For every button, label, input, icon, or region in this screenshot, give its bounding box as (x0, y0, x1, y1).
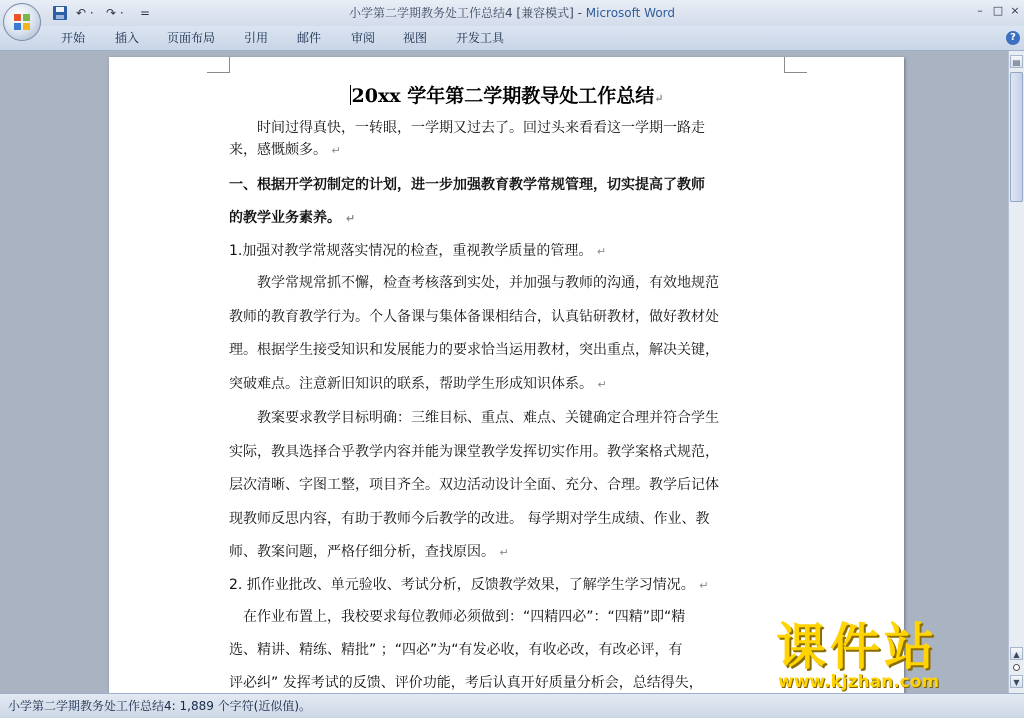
tab-review[interactable]: 审阅 (351, 31, 376, 45)
maximize-button[interactable]: □ (992, 4, 1004, 17)
paragraph-line (229, 536, 784, 570)
paragraph-line: 教学常规常抓不懈，检查考核落到实处，并加强与教师的沟通，有效地规范 (229, 275, 719, 291)
close-button[interactable]: × (1010, 4, 1020, 17)
paragraph-line-text: 的教学业务素养。 (229, 210, 341, 226)
scroll-thumb[interactable] (1010, 72, 1023, 202)
document-paragraph[interactable] (229, 169, 784, 235)
save-icon[interactable] (52, 4, 68, 22)
window-title (0, 4, 1024, 22)
tab-mailings[interactable]: 邮件 (297, 31, 322, 45)
office-logo-icon (13, 13, 31, 31)
document-paragraph[interactable] (229, 601, 784, 693)
paragraph-line-text: 2. 抓作业批改、单元验收、考试分析，反馈教学效果，了解学生学习情况。 (229, 577, 695, 593)
status-word-count[interactable]: 小学第二学期教务处工作总结4: 1,889 个字符(近似值)。 (8, 699, 312, 713)
margin-mark-top-right (784, 57, 807, 73)
tab-home[interactable]: 开始 (61, 31, 86, 45)
document-paragraph[interactable] (229, 235, 784, 268)
paragraph-line: 一、根据开学初制定的计划，进一步加强教育教学常规管理，切实提高了教师 (229, 177, 705, 193)
paragraph-line: 时间过得真快，一转眼，一学期又过去了。回过头来看看这一学期一路走 (229, 120, 705, 136)
customize-quick-access-button[interactable]: = (140, 6, 151, 20)
paragraph-mark: ↵ (345, 212, 356, 225)
tab-references[interactable]: 引用 (244, 31, 269, 45)
minimize-button[interactable]: – (977, 4, 983, 17)
paragraph-line-text: 1.加强对教学常规落实情况的检查，重视教学质量的管理。 (229, 243, 593, 259)
paragraph-line (229, 202, 784, 235)
document-page[interactable] (109, 57, 904, 693)
paragraph-line-text: 来，感慨颇多。 (229, 142, 327, 158)
vertical-scrollbar[interactable] (1008, 51, 1024, 693)
tab-page-layout[interactable]: 页面布局 (167, 31, 216, 45)
tab-developer[interactable]: 开发工具 (456, 31, 505, 45)
margin-mark-top-left (207, 57, 230, 73)
document-paragraph[interactable] (229, 117, 784, 162)
select-browse-object-icon[interactable] (1013, 664, 1020, 671)
ruler-toggle-icon[interactable]: ▤ (1010, 55, 1023, 68)
paragraph-line (229, 139, 784, 162)
paragraph-mark: ↵ (654, 92, 664, 105)
title-bar (0, 0, 1024, 26)
document-area (0, 51, 1008, 693)
paragraph-line: 选、精讲、精练、精批” ；“四必”为“有发必收，有收必改，有改必评，有 (229, 642, 683, 658)
paragraph-line: 理。根据学生接受知识和发展能力的要求恰当运用教材，突出重点，解决关键， (229, 342, 719, 358)
redo-button[interactable]: ↷ · (106, 6, 124, 20)
site-watermark (772, 618, 1004, 694)
paragraph-line (229, 368, 784, 402)
document-paragraph[interactable] (229, 267, 784, 401)
tab-view[interactable]: 视图 (403, 31, 428, 45)
paragraph-line: 评必纠” 发挥考试的反馈、评价功能，考后认真开好质量分析会，总结得失， (229, 675, 703, 691)
office-button[interactable] (3, 3, 41, 41)
paragraph-mark: ↵ (699, 579, 709, 592)
paragraph-line: 教师的教育教学行为。个人备课与集体备课相结合，认真钻研教材，做好教材处 (229, 308, 719, 325)
next-page-button[interactable]: ▼ (1010, 675, 1023, 688)
paragraph-line: 层次清晰、字图工整，项目齐全。双边活动设计全面、充分、合理。教学后记体 (229, 477, 719, 493)
window-title-app: Microsoft Word (585, 6, 676, 20)
paragraph-line (229, 235, 784, 268)
watermark-url: www.kjzhan.com (778, 672, 940, 692)
paragraph-line-text: 师、教案问题，严格仔细分析，查找原因。 (229, 544, 495, 560)
text-cursor (350, 85, 351, 105)
paragraph-line: 在作业布置上，我校要求每位教师必须做到：“四精四必”：“四精”即“精 (229, 609, 686, 625)
undo-button[interactable]: ↶ · (76, 6, 94, 20)
help-icon[interactable]: ? (1006, 31, 1020, 45)
paragraph-line: 实际，教具选择合乎教学内容并能为课堂教学发挥切实作用。教学案格式规范， (229, 443, 719, 460)
window-title-doc: 小学第二学期教务处工作总结4 [兼容模式] - (348, 6, 586, 20)
paragraph-line: 教案要求教学目标明确：三维目标、重点、难点、关键确定合理并符合学生 (229, 410, 719, 426)
document-title[interactable] (229, 83, 784, 112)
paragraph-line: 现教师反思内容，有助于教师今后教学的改进。 每学期对学生成绩、作业、教 (229, 510, 710, 527)
watermark-logo-text: 课件站 (776, 618, 938, 676)
paragraph-line-text: 突破难点。注意新旧知识的联系，帮助学生形成知识体系。 (229, 375, 593, 392)
tab-insert[interactable]: 插入 (115, 31, 140, 45)
document-title-text: 20xx 学年第二学期教导处工作总结 (351, 85, 655, 107)
paragraph-line (229, 569, 784, 602)
paragraph-mark: ↵ (596, 245, 607, 258)
status-bar (0, 693, 1024, 718)
document-paragraph[interactable] (229, 402, 784, 570)
paragraph-mark: ↵ (331, 144, 341, 157)
paragraph-mark: ↵ (597, 377, 607, 391)
document-paragraph[interactable] (229, 569, 784, 602)
ribbon-tab-bar (0, 26, 1024, 51)
paragraph-mark: ↵ (499, 546, 509, 559)
previous-page-button[interactable]: ▲ (1010, 647, 1023, 660)
